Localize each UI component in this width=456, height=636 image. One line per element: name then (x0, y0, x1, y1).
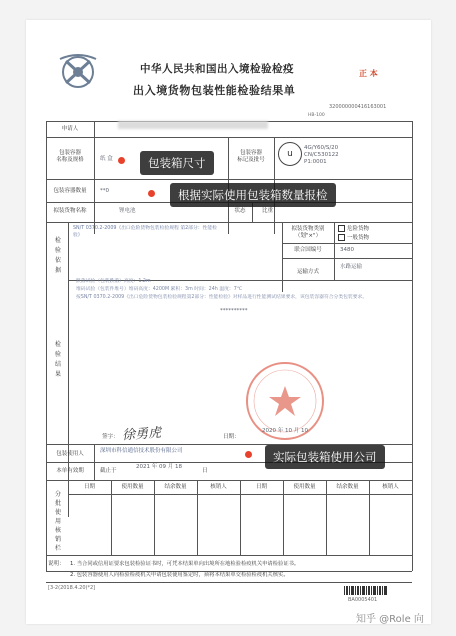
dangerous-checkbox[interactable] (338, 225, 345, 232)
document-paper (26, 20, 431, 624)
annotation-dot-size (118, 157, 125, 164)
quantity-label: 包装容器数量 (53, 188, 87, 194)
sub-batch-header-1: 日期 (83, 484, 95, 490)
sub-batch-label: 分 批 使 用 核 销 栏 (54, 491, 61, 552)
applicant-label: 申请人 (61, 126, 79, 132)
un-mark-circle: u (278, 142, 302, 166)
transport-label: 运输方式 (296, 269, 319, 275)
sub-batch-header-7: 结余数量 (336, 484, 359, 490)
general-checkbox[interactable] (338, 234, 345, 241)
sub-batch-col-divider (283, 480, 284, 555)
applicant-value-blurred (118, 121, 268, 129)
valid-prefix: 截止于 (100, 468, 117, 474)
goods-label: 拟装货物名称 (53, 208, 87, 214)
container-name-label: 包装容器 名称及规格 (56, 150, 84, 163)
notes-label: 说明： (48, 561, 65, 567)
valid-suffix: 日 (202, 468, 208, 474)
annotation-quantity-bubble: 根据实际使用包装箱数量报检 (170, 183, 336, 207)
valid-value: 2021 年 09 月 18 (136, 464, 182, 470)
annotation-dot-quantity (148, 190, 155, 197)
goods-value: 锂电池 (119, 208, 136, 214)
sub-batch-col-divider (326, 480, 327, 555)
title-line2: 出入境货物包装性能检验结果单 (133, 84, 296, 97)
note-2: 2. 包装容器使用人向检验检疫机关申请包装使用鉴定时，须将本结果单交检验检疫机关核实。 (70, 572, 289, 578)
user-value: 深圳市科信通信技术股份有限公司 (100, 448, 183, 454)
original-stamp: 正 本 (359, 69, 378, 78)
result-line-1: 跌落试验（包装跌落）高度：1.2m (76, 279, 151, 284)
un-number-label: 联合国编号 (294, 247, 322, 253)
note-1: 1. 当合同或信用证要求包装检验证书时，可凭本结果单向出境所在地检验检疫机关申请检验证书。 (70, 561, 300, 567)
density-label: 比重 (262, 208, 274, 214)
sub-batch-col-divider (154, 480, 155, 555)
basis-text: SN/T 0370.2-2009《出口危险货物包装检验规程 第2部分：性能检验》 (73, 226, 217, 238)
sign-label: 签字： (102, 434, 119, 440)
user-label: 包装使用人 (56, 451, 84, 457)
annotation-size-bubble: 包装箱尺寸 (140, 151, 214, 175)
bar-label: HB-100 (308, 113, 325, 118)
footer-code-right: BA0005401 (348, 597, 378, 603)
footer-code-left: [3-2(2018.4.20)*2] (48, 585, 96, 591)
sub-batch-header-8: 核销人 (382, 484, 399, 490)
container-name-value: 纸 盒 (100, 156, 113, 162)
valid-label: 本单有效期 (56, 468, 84, 474)
un-number-value: 3480 (340, 247, 354, 253)
sub-batch-header-5: 日期 (255, 484, 267, 490)
category-label: 拟装货物类别 （划"×"） (291, 226, 325, 239)
transport-value: 水路运输 (340, 264, 363, 270)
sub-batch-col-divider (197, 480, 198, 555)
annotation-dot-company (245, 451, 252, 458)
sub-batch-col-divider (369, 480, 370, 555)
sub-batch-col-divider (240, 480, 241, 555)
general-option[interactable]: 一般货物 (338, 234, 369, 242)
container-mark-label: 包装容器 标记及批号 (237, 150, 265, 163)
result-line-2: 堆码试验（包装件堆号）堆码高度：4200M 累积：3m 时间：24h 温度：7℃ (76, 287, 243, 292)
dangerous-option[interactable]: 危险货物 (338, 225, 369, 233)
ciq-logo-icon (58, 53, 98, 91)
barcode-icon (344, 586, 388, 595)
quantity-value: **0 (100, 188, 109, 194)
date-value: 2020 年 10 月 10 (262, 428, 308, 434)
sub-batch-header-divider (68, 494, 412, 495)
result-stars: ********** (220, 308, 248, 314)
date-label: 日期： (223, 434, 240, 440)
result-line-3: 按SN/T 0370.2-2009《出口危险货物包装检验规程第2部分：性能检验》对样品进行性能测试结果要求，该包装容器符合分类包装要求。 (76, 295, 368, 300)
sub-batch-header-3: 结余数量 (164, 484, 187, 490)
table-right-border (412, 121, 413, 571)
container-mark-value: 4G/Y60/S/20 CN/C530122 P1:0001 (304, 145, 339, 165)
result-label: 检 验 结 果 (54, 341, 61, 378)
state-label: 状态 (234, 208, 246, 214)
sub-batch-col-divider (111, 480, 112, 555)
sub-batch-bottom-border (46, 555, 412, 556)
inspector-signature: 徐勇虎 (121, 425, 162, 444)
annotation-company-bubble: 实际包装箱使用公司 (265, 445, 385, 469)
sub-batch-header-2: 使用数量 (121, 484, 144, 490)
title-line1: 中华人民共和国出入境检验检疫 (140, 63, 294, 75)
sub-batch-header-4: 核销人 (210, 484, 227, 490)
sub-batch-header-6: 使用数量 (293, 484, 316, 490)
basis-label: 检 验 依 据 (54, 237, 61, 274)
serial-number: 320000000416163001 (329, 104, 387, 110)
watermark: 知乎 @Role 向 (356, 614, 424, 625)
